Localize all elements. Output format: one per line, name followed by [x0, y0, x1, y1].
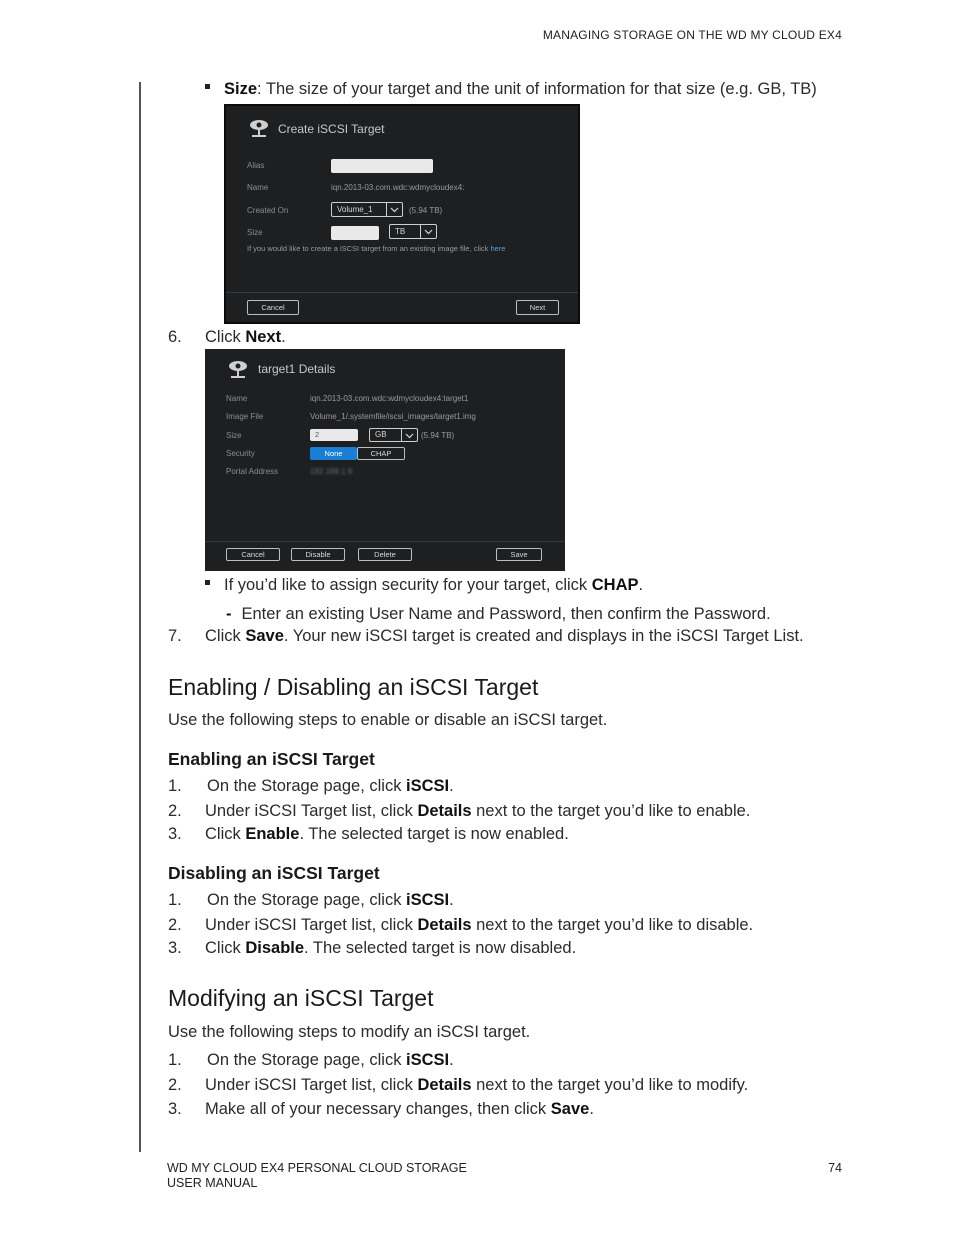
capacity-value: (5.94 TB) — [409, 206, 443, 215]
footer-title: WD MY CLOUD EX4 PERSONAL CLOUD STORAGE USER MANUAL — [167, 1161, 467, 1190]
security-chap-toggle[interactable]: CHAP — [357, 447, 405, 460]
running-header: MANAGING STORAGE ON THE WD MY CLOUD EX4 — [542, 28, 842, 42]
section-intro: Use the following steps to enable or disable an iSCSI target. — [168, 711, 608, 729]
size-label: Size — [247, 228, 263, 237]
step-number: 3. — [168, 939, 182, 957]
margin-rule — [139, 82, 141, 1152]
modify-step-3: Make all of your necessary changes, then click Save. — [205, 1100, 594, 1118]
dialog-title: Create iSCSI Target — [278, 122, 385, 136]
image-file-value: Volume_1/.systemfile/iscsi_images/target1.img — [310, 412, 476, 421]
disable-step-1: On the Storage page, click iSCSI. — [207, 891, 454, 909]
image-file-label: Image File — [226, 412, 264, 421]
iscsi-target-icon — [227, 359, 249, 381]
unit-select[interactable]: GB — [369, 428, 418, 442]
name-value: iqn.2013-03.com.wdc:wdmycloudex4: — [331, 183, 465, 192]
modify-step-1: On the Storage page, click iSCSI. — [207, 1051, 454, 1069]
size-label: Size — [226, 431, 242, 440]
step-number: 7. — [168, 627, 182, 645]
enable-step-3: Click Enable. The selected target is now enabled. — [205, 825, 569, 843]
target-details-dialog — [205, 349, 565, 571]
security-none-toggle[interactable]: None — [310, 447, 357, 460]
step-number: 2. — [168, 916, 182, 934]
unit-select[interactable]: TB — [389, 224, 437, 239]
next-button[interactable]: Next — [516, 300, 559, 315]
step-number: 1. — [168, 1051, 182, 1069]
step-number: 2. — [168, 802, 182, 820]
size-input[interactable]: 2 — [310, 429, 358, 441]
name-label: Name — [247, 183, 269, 192]
alias-input[interactable] — [331, 159, 433, 173]
step6-text: Click Next. — [205, 328, 286, 346]
cancel-button[interactable]: Cancel — [226, 548, 280, 561]
size-term: Size — [224, 80, 258, 98]
here-link[interactable]: here — [490, 244, 506, 253]
bullet-marker — [205, 580, 210, 585]
dialog-title: target1 Details — [258, 362, 336, 376]
enable-step-1: On the Storage page, click iSCSI. — [207, 777, 454, 795]
chevron-down-icon — [401, 429, 417, 441]
disable-button[interactable]: Disable — [291, 548, 345, 561]
portal-address-label: Portal Address — [226, 467, 279, 476]
security-label: Security — [226, 449, 255, 458]
dialog-divider — [226, 292, 578, 293]
save-button[interactable]: Save — [496, 548, 542, 561]
image-file-note: If you would like to create a iSCSI target from an existing image file, click here — [247, 244, 506, 253]
step-number: 1. — [168, 891, 182, 909]
iscsi-target-icon — [248, 118, 270, 140]
step-number: 1. — [168, 777, 182, 795]
disable-step-3: Click Disable. The selected target is now disabled. — [205, 939, 577, 957]
name-value: iqn.2013-03.com.wdc:wdmycloudex4:target1 — [310, 394, 469, 403]
created-on-label: Created On — [247, 206, 289, 215]
step7-text: Click Save. Your new iSCSI target is created and displays in the iSCSI Target List. — [205, 627, 804, 645]
delete-button[interactable]: Delete — [358, 548, 412, 561]
size-bullet-text: Size: The size of your target and the unit of information for that size (e.g. GB, TB) — [224, 80, 817, 98]
chevron-down-icon — [420, 225, 436, 238]
name-label: Name — [226, 394, 248, 403]
enable-step-2: Under iSCSI Target list, click Details next to the target you’d like to enable. — [205, 802, 751, 820]
portal-address-value: 192.168.1.6 — [310, 467, 353, 476]
chevron-down-icon — [386, 203, 402, 216]
page-number: 74 — [828, 1161, 842, 1175]
chap-sub-item: - Enter an existing User Name and Password, then confirm the Password. — [226, 605, 771, 623]
bullet-marker — [205, 84, 210, 89]
section-heading-enable-disable: Enabling / Disabling an iSCSI Target — [168, 674, 539, 700]
subheading-enabling: Enabling an iSCSI Target — [168, 749, 375, 769]
dialog-divider — [205, 541, 565, 542]
step-number: 3. — [168, 1100, 182, 1118]
step-number: 3. — [168, 825, 182, 843]
alias-label: Alias — [247, 161, 265, 170]
step-number: 6. — [168, 328, 182, 346]
dash-marker: - — [226, 605, 232, 623]
section-intro: Use the following steps to modify an iSCSI target. — [168, 1023, 531, 1041]
section-heading-modifying: Modifying an iSCSI Target — [168, 985, 434, 1011]
capacity-value: (5.94 TB) — [421, 431, 455, 440]
disable-step-2: Under iSCSI Target list, click Details next to the target you’d like to disable. — [205, 916, 754, 934]
cancel-button[interactable]: Cancel — [247, 300, 299, 315]
size-input[interactable] — [331, 226, 379, 240]
create-iscsi-target-dialog — [224, 104, 580, 324]
modify-step-2: Under iSCSI Target list, click Details next to the target you’d like to modify. — [205, 1076, 749, 1094]
step-number: 2. — [168, 1076, 182, 1094]
volume-select[interactable]: Volume_1 — [331, 202, 403, 217]
subheading-disabling: Disabling an iSCSI Target — [168, 863, 380, 883]
chap-bullet-text: If you’d like to assign security for your target, click CHAP. — [224, 576, 644, 594]
